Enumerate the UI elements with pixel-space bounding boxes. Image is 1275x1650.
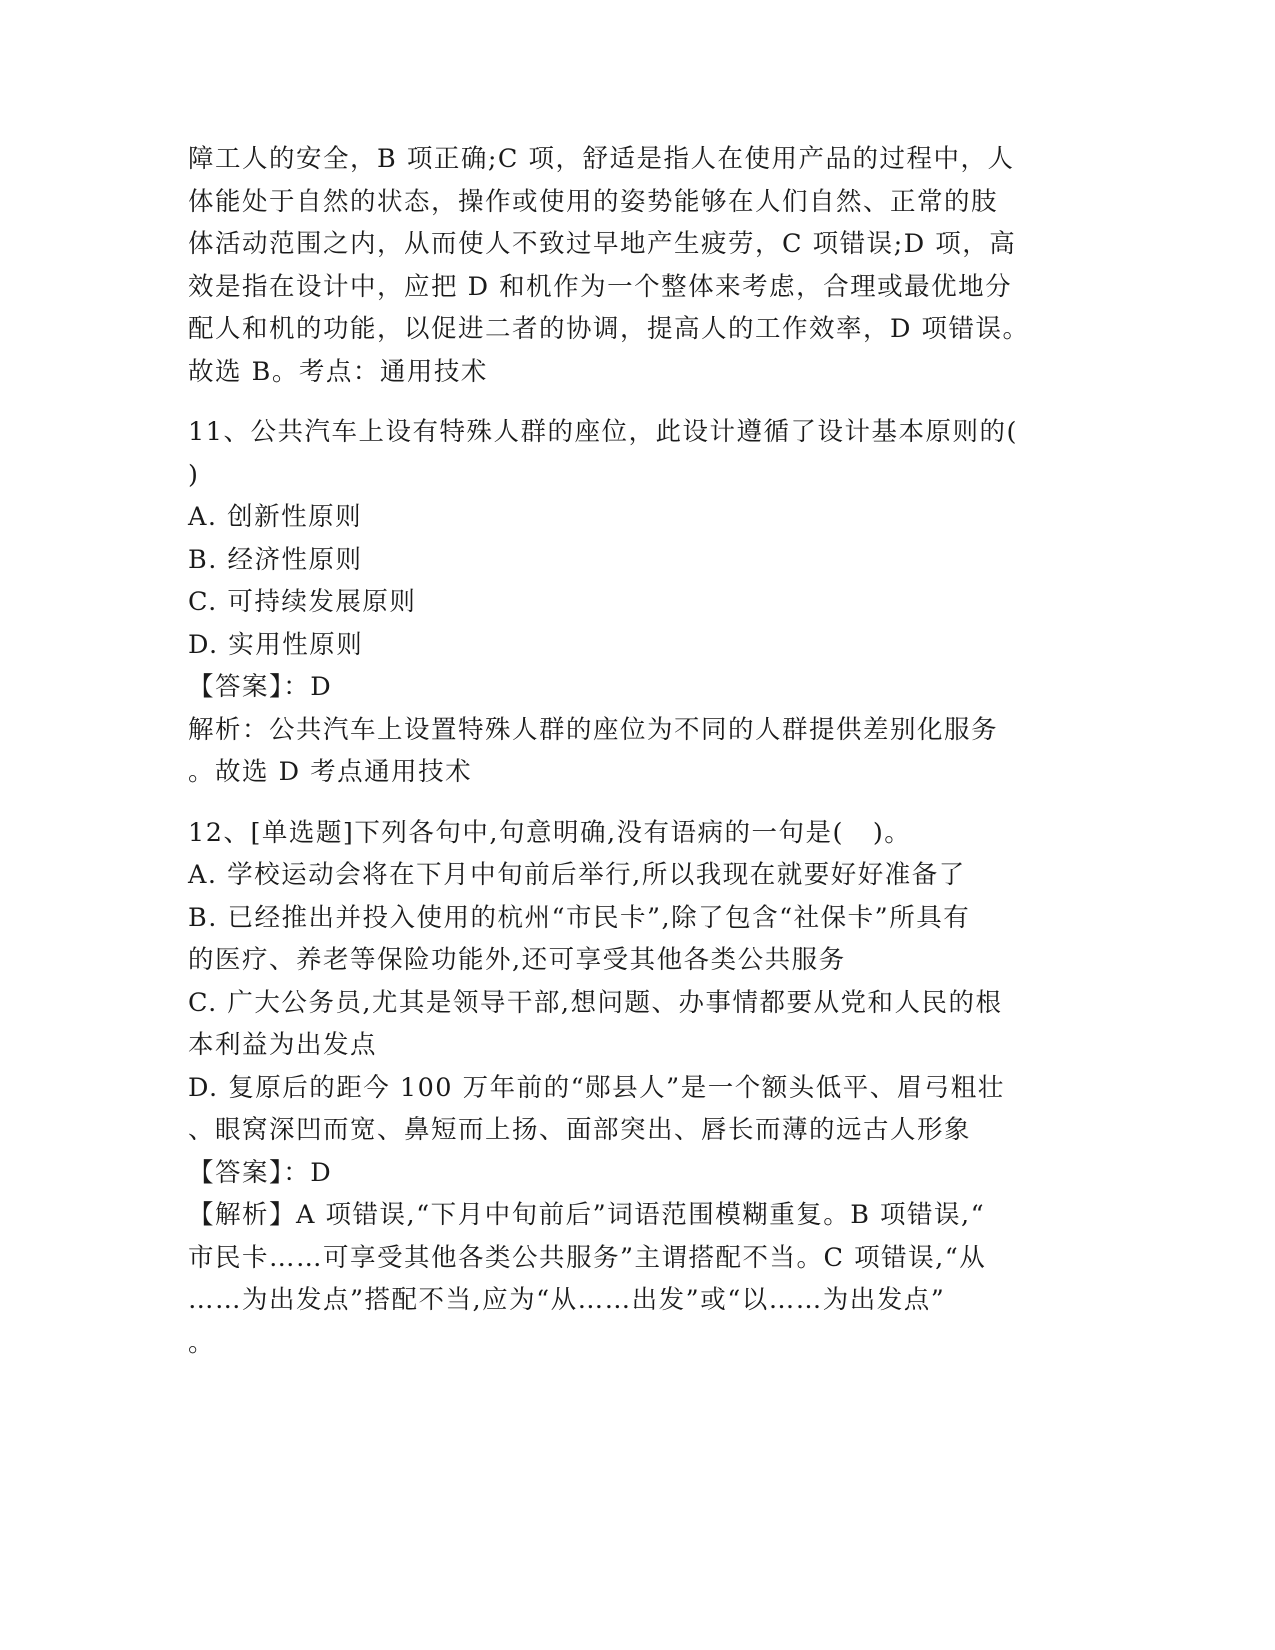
text-line: 故选 B。考点：通用技术 xyxy=(188,356,488,387)
question-stem: 12、[单选题]下列各句中,句意明确,没有语病的一句是( )。 xyxy=(188,817,912,848)
explanation-line: 市民卡……可享受其他各类公共服务”主谓搭配不当。C 项错误,“从 xyxy=(188,1242,987,1273)
question-stem: 11、公共汽车上设有特殊人群的座位，此设计遵循了设计基本原则的( xyxy=(188,417,1018,447)
option-c: C. 可持续发展原则 xyxy=(188,587,417,617)
explanation-line: ……为出发点”搭配不当,应为“从……出发”或“以……为出发点” xyxy=(188,1285,946,1315)
question-11 xyxy=(188,411,1088,794)
text-line: 障工人的安全，B 项正确;C 项，舒适是指人在使用产品的过程中，人 xyxy=(188,144,1015,174)
option-b: B. 已经推出并投入使用的杭州“市民卡”,除了包含“社保卡”所具有 xyxy=(188,902,971,933)
explanation-line: 解析：公共汽车上设置特殊人群的座位为不同的人群提供差别化服务 xyxy=(188,714,999,745)
option-b-cont: 的医疗、养老等保险功能外,还可享受其他各类公共服务 xyxy=(188,945,846,975)
text-line: 效是指在设计中，应把 D 和机作为一个整体来考虑，合理或最优地分 xyxy=(188,271,1013,302)
answer: 【答案】：D xyxy=(188,672,333,702)
option-a: A. 创新性原则 xyxy=(188,502,363,532)
option-d: D. 实用性原则 xyxy=(188,629,364,660)
question-12 xyxy=(188,812,1088,1365)
answer: 【答案】：D xyxy=(188,1157,333,1188)
spacer xyxy=(188,794,1088,812)
explanation-line: 【解析】A 项错误,“下月中旬前后”词语范围模糊重复。B 项错误,“ xyxy=(188,1200,986,1230)
text-line: 配人和机的功能，以促进二者的协调，提高人的工作效率，D 项错误。 xyxy=(188,314,1030,344)
text-line: 体能处于自然的状态，操作或使用的姿势能够在人们自然、正常的肢 xyxy=(188,186,999,217)
explanation-line: 。故选 D 考点通用技术 xyxy=(188,757,473,787)
option-c: C. 广大公务员,尤其是领导干部,想问题、办事情都要从党和人民的根 xyxy=(188,987,1003,1018)
previous-explanation xyxy=(188,138,1088,393)
option-d-cont: 、眼窝深凹而宽、鼻短而上扬、面部突出、唇长而薄的远古人形象 xyxy=(188,1115,972,1145)
question-stem: ) xyxy=(188,459,200,490)
text-line: 体活动范围之内，从而使人不致过早地产生疲劳，C 项错误;D 项，高 xyxy=(188,229,1017,259)
spacer xyxy=(188,393,1088,411)
document-body xyxy=(188,138,1088,1364)
option-c-cont: 本利益为出发点 xyxy=(188,1030,378,1060)
explanation-line: 。 xyxy=(188,1327,216,1358)
option-b: B. 经济性原则 xyxy=(188,544,363,575)
option-a: A. 学校运动会将在下月中旬前后举行,所以我现在就要好好准备了 xyxy=(188,860,966,890)
option-d: D. 复原后的距今 100 万年前的“郧县人”是一个额头低平、眉弓粗壮 xyxy=(188,1072,1005,1103)
